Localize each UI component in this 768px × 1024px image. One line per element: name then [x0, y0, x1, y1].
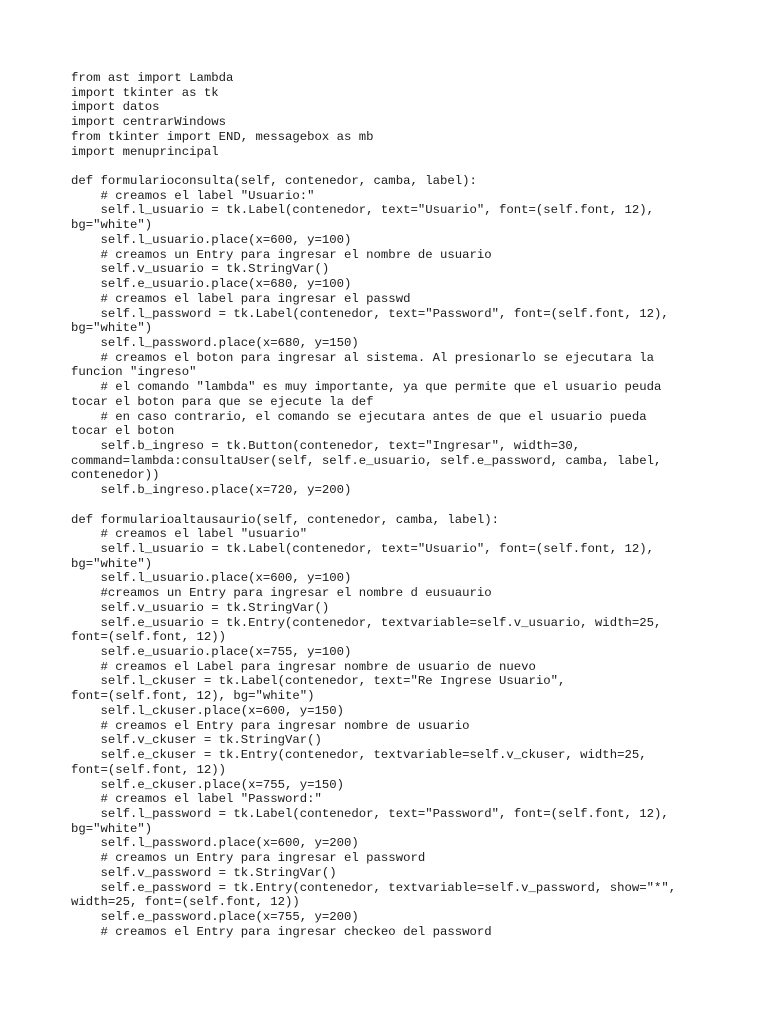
- code-line: import menuprincipal: [71, 144, 219, 159]
- code-line: width=25, font=(self.font, 12)): [71, 895, 300, 910]
- code-line: self.e_usuario = tk.Entry(contenedor, textvariable=self.v_usuario, width=25,: [71, 615, 662, 630]
- code-line: def formularioconsulta(self, contenedor, camba, label):: [71, 174, 477, 189]
- code-line: # en caso contrario, el comando se ejecutara antes de que el usuario pueda: [71, 409, 647, 424]
- code-line: self.v_usuario = tk.StringVar(): [71, 262, 330, 277]
- code-line: # creamos un Entry para ingresar el nombre de usuario: [71, 247, 492, 262]
- code-line: self.v_usuario = tk.StringVar(): [71, 600, 330, 615]
- code-line: import centrarWindows: [71, 115, 226, 130]
- code-line: self.l_ckuser = tk.Label(contenedor, text="Re Ingrese Usuario",: [71, 674, 566, 689]
- code-line: self.l_usuario = tk.Label(contenedor, text="Usuario", font=(self.font, 12),: [71, 542, 654, 556]
- code-listing: [71, 71, 731, 939]
- code-line: font=(self.font, 12)): [71, 762, 226, 777]
- code-line: self.e_ckuser = tk.Entry(contenedor, textvariable=self.v_ckuser, width=25,: [71, 748, 647, 763]
- code-line: tocar el boton: [71, 424, 175, 439]
- code-line: self.l_usuario = tk.Label(contenedor, text="Usuario", font=(self.font, 12),: [71, 203, 654, 218]
- code-line: font=(self.font, 12)): [71, 630, 226, 645]
- code-line: # creamos el label "usuario": [71, 527, 308, 542]
- code-line: #creamos un Entry para ingresar el nombre d eusuaurio: [71, 586, 492, 601]
- code-line: self.e_usuario.place(x=755, y=100): [71, 645, 352, 660]
- code-line: # creamos un Entry para ingresar el password: [71, 851, 426, 866]
- code-line: contenedor)): [71, 468, 160, 483]
- code-line: self.l_password.place(x=680, y=150): [71, 335, 359, 350]
- code-line: bg="white"): [71, 321, 153, 336]
- code-line: # creamos el Entry para ingresar nombre de usuario: [71, 718, 470, 733]
- code-line: self.l_ckuser.place(x=600, y=150): [71, 703, 345, 718]
- code-line: self.l_password.place(x=600, y=200): [71, 836, 359, 851]
- code-line: # creamos el boton para ingresar al sistema. Al presionarlo se ejecutara la: [71, 350, 654, 365]
- code-line: # creamos el label para ingresar el passwd: [71, 291, 411, 306]
- code-line: command=lambda:consultaUser(self, self.e_usuario, self.e_password, camba, label,: [71, 453, 662, 468]
- code-line: self.l_usuario.place(x=600, y=100): [71, 232, 352, 247]
- code-line: self.b_ingreso = tk.Button(contenedor, text="Ingresar", width=30,: [71, 438, 581, 453]
- code-line: font=(self.font, 12), bg="white"): [71, 689, 315, 704]
- code-line: funcion "ingreso": [71, 365, 197, 380]
- code-line: tocar el boton para que se ejecute la def: [71, 394, 374, 409]
- code-line: bg="white"): [71, 556, 153, 571]
- code-line: self.l_password = tk.Label(contenedor, text="Password", font=(self.font, 12),: [71, 306, 669, 321]
- code-line: bg="white"): [71, 218, 153, 233]
- code-line: import datos: [71, 100, 160, 115]
- code-line: [71, 498, 731, 513]
- code-line: # creamos el Entry para ingresar checkeo del password: [71, 924, 492, 939]
- code-line: [71, 159, 731, 174]
- code-line: def formularioaltausaurio(self, contenedor, camba, label):: [71, 512, 500, 527]
- code-line: self.v_password = tk.StringVar(): [71, 865, 337, 880]
- code-line: # creamos el label "Usuario:": [71, 188, 315, 203]
- code-line: self.l_password = tk.Label(contenedor, text="Password", font=(self.font, 12),: [71, 806, 669, 821]
- code-line: from ast import Lambda: [71, 71, 234, 85]
- code-line: self.e_password.place(x=755, y=200): [71, 909, 359, 924]
- code-line: self.e_password = tk.Entry(contenedor, textvariable=self.v_password, show="*",: [71, 880, 677, 895]
- code-line: # creamos el Label para ingresar nombre de usuario de nuevo: [71, 659, 536, 674]
- code-line: bg="white"): [71, 821, 153, 836]
- code-line: # el comando "lambda" es muy importante, ya que permite que el usuario peuda: [71, 380, 662, 395]
- code-line: # creamos el label "Password:": [71, 792, 322, 807]
- code-line: self.l_usuario.place(x=600, y=100): [71, 571, 352, 586]
- code-line: self.v_ckuser = tk.StringVar(): [71, 733, 322, 748]
- code-line: self.e_usuario.place(x=680, y=100): [71, 277, 352, 292]
- code-line: from tkinter import END, messagebox as mb: [71, 129, 374, 144]
- code-line: self.b_ingreso.place(x=720, y=200): [71, 483, 352, 498]
- code-line: import tkinter as tk: [71, 85, 219, 100]
- code-line: self.e_ckuser.place(x=755, y=150): [71, 777, 345, 792]
